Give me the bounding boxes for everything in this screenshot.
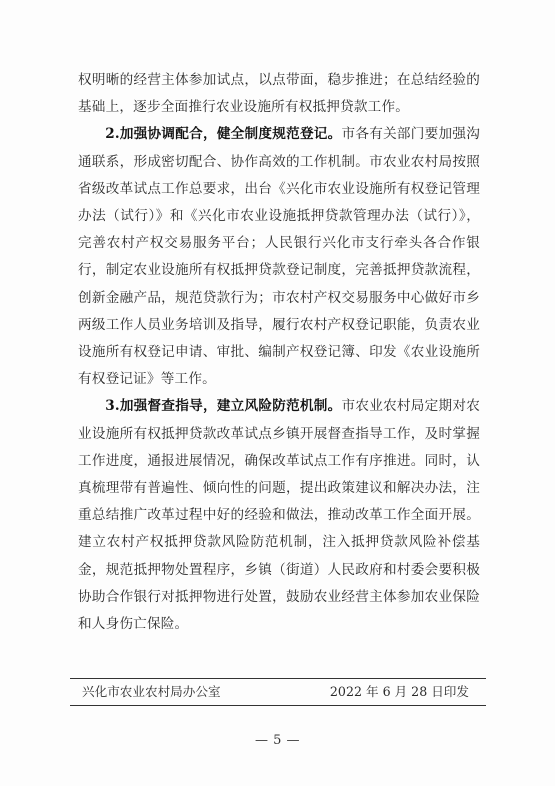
document-body xyxy=(78,67,480,638)
paragraph-section-3 xyxy=(78,393,480,638)
paragraph-text: 权明晰的经营主体参加试点，以点带面，稳步推进；在总结经验的基础上，逐步全面推行农业设施所有权抵押贷款工作。 xyxy=(78,72,480,116)
page-number: — 5 — xyxy=(254,733,301,748)
footer-top-rule xyxy=(70,678,486,679)
footer-date: 2022 年 6 月 28 日印发 xyxy=(329,684,469,699)
paragraph-section-2 xyxy=(78,121,480,393)
paragraph-continuation xyxy=(78,67,480,121)
paragraph-text: 市各有关部门要加强沟通联系，形成密切配合、协作高效的工作机制。市农业农村局按照省级改革试点工作总要求，出台《兴化市农业设施所有权登记管理办法（试行）》和《兴化市农业设施抵押贷款管理办法（试行）》，完善农村产权交易服务平台；人民银行兴化市支行牵头各合作银行，制定农业设施所有权抵押贷款登记制度，完善抵押贷款流程，创新金融产品，规范贷款行为；市农村产权交易服务中心做好市乡两级工作人员业务培训及指导，履行农村产权登记职能，负责农业设施所有权登记申请、审批、编制产权登记簿、印发《农业设施所有权登记证》等工作。 xyxy=(78,126,480,388)
paragraph-text: 市农业农村局定期对农业设施所有权抵押贷款改革试点乡镇开展督查指导工作，及时掌握工作进度，通报进展情况，确保改革试点工作有序推进。同时，认真梳理带有普遍性、倾向性的问题，提出政策建议和解决办法，注重总结推广改革过程中好的经验和做法，推动改革工作全面开展。建立农村产权抵押贷款风险防范机制，注入抵押贷款风险补偿基金，规范抵押物处置程序，乡镇（街道）人民政府和村委会要积极协助合作银行对抵押物进行处置，鼓励农业经营主体参加农业保险和人身伤亡保险。 xyxy=(78,398,480,633)
section-heading: 3.加强督查指导，建立风险防范机制。 xyxy=(105,398,342,415)
section-heading: 2.加强协调配合，健全制度规范登记。 xyxy=(105,126,342,143)
footer-bottom-rule xyxy=(70,705,486,706)
footer-issuer: 兴化市农业农村局办公室 xyxy=(82,684,221,699)
